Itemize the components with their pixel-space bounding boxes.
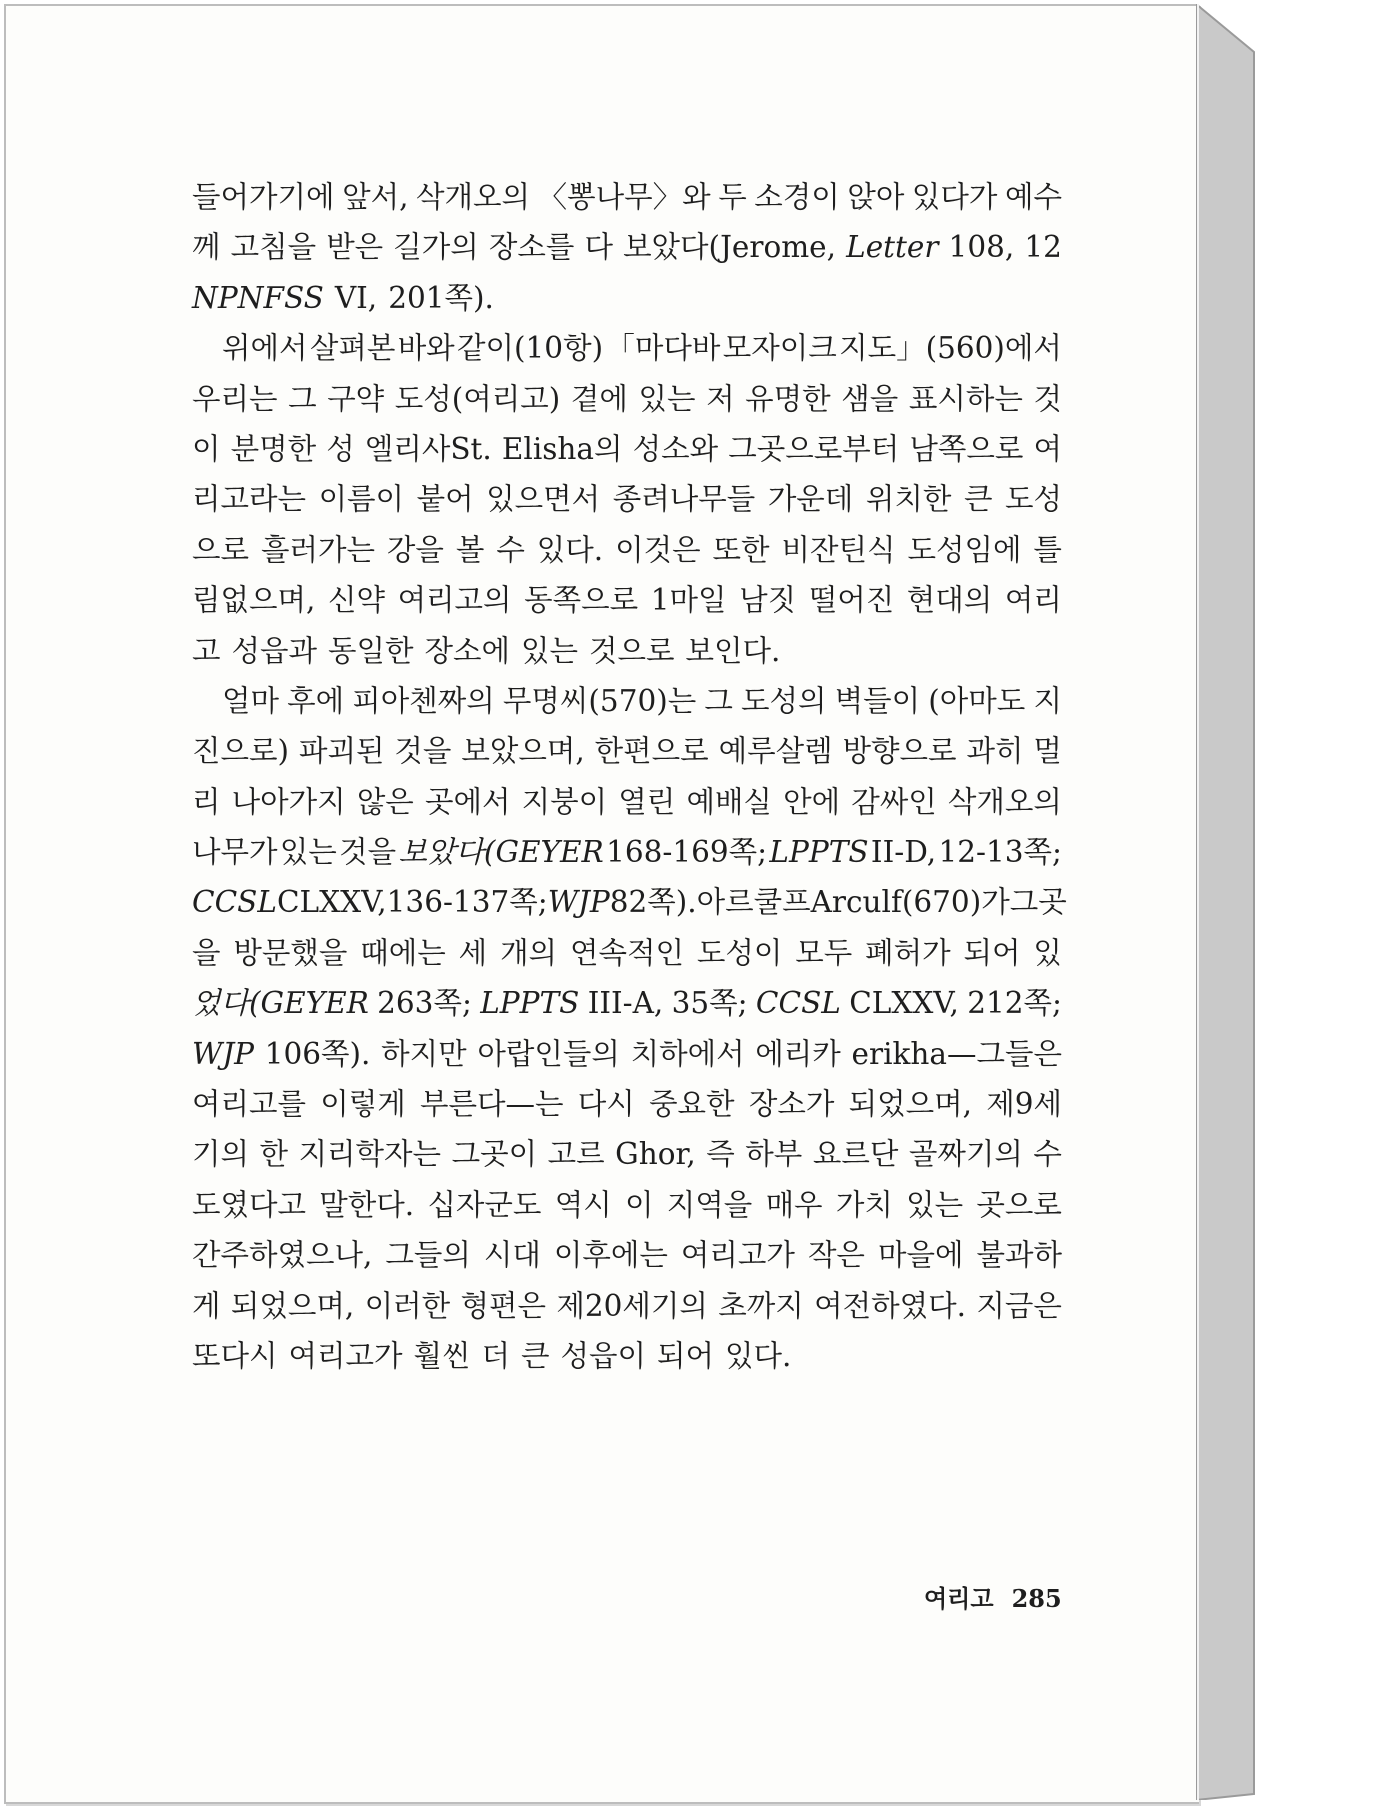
text-line (192, 928, 1062, 978)
word: 십자군도 (427, 1187, 542, 1222)
word: 것으로 (589, 633, 675, 668)
word: 「마다바 (605, 331, 721, 366)
word: 수 (496, 532, 525, 567)
word: 106쪽). (264, 1036, 371, 1071)
word: 82쪽). (609, 885, 697, 920)
word: 살펴본 (309, 331, 396, 366)
word: 136-137쪽; (386, 885, 548, 920)
word: 이렇게 (320, 1087, 406, 1122)
book-side-shape (1196, 4, 1322, 1800)
word: 께 (192, 230, 221, 265)
word: 여리고가 (288, 1338, 403, 1373)
word: 앉아 (847, 180, 905, 214)
word: 초까지 (718, 1288, 804, 1323)
word: Ghor, (615, 1137, 696, 1172)
word: 또한 (712, 532, 770, 567)
word: 역시 (554, 1187, 612, 1222)
word: 보았으며, (461, 734, 585, 769)
word: 멀 (1033, 734, 1062, 769)
word: 리고라는 (192, 482, 306, 517)
text-line (192, 777, 1062, 827)
word: 비잔틴식 (781, 532, 896, 567)
word: 감싸인 (851, 784, 937, 819)
word: 개의 (500, 935, 558, 970)
word: 성소와 (632, 431, 719, 466)
text-line (192, 1079, 1062, 1129)
word: LPPTS (480, 986, 580, 1021)
word: 받은 (326, 230, 384, 265)
word: 그곳 (1009, 885, 1067, 920)
book-side-edge (1196, 4, 1322, 1800)
word: 여리고를 (192, 1087, 306, 1122)
word: 이 (625, 1187, 654, 1222)
text-line (192, 374, 1062, 424)
text-line (192, 626, 1062, 676)
word: 되어 (963, 935, 1021, 970)
word: 시대 (483, 1238, 541, 1273)
word: 지붕이 (521, 784, 608, 819)
word: CCSL (192, 885, 277, 920)
word: 샘을 (841, 381, 899, 416)
word: 이 (192, 431, 221, 466)
word: 곁에 (570, 381, 628, 416)
word: 것을 (339, 835, 397, 870)
word: LPPTS (769, 835, 869, 870)
word: 가운데 (767, 482, 854, 517)
word: 다시 (577, 1087, 635, 1122)
word: 하부 (745, 1137, 803, 1172)
body-text (192, 172, 1067, 1381)
word: 더 (481, 1338, 510, 1373)
word: 그곳이 (451, 1137, 538, 1172)
word: 또다시 (192, 1338, 278, 1373)
word: 후에 (287, 683, 345, 718)
word: 동일한 (328, 633, 414, 668)
book-page (4, 4, 1199, 1804)
word: 제20세기의 (556, 1288, 708, 1323)
word: 그들의 (385, 1238, 471, 1273)
word: 있다. (536, 532, 604, 567)
word: 지도」(560)에서 (839, 331, 1062, 366)
word: 아르쿨프 (696, 885, 811, 920)
word: 가치 (835, 1187, 893, 1222)
word: 바와 (397, 331, 455, 366)
word: 장소를 (488, 230, 575, 265)
word: 있는 (906, 1187, 964, 1222)
word: 수 (1033, 1137, 1062, 1172)
word: 작은 (807, 1238, 865, 1273)
word: 과히 (966, 734, 1024, 769)
word: 성읍이 (560, 1338, 646, 1373)
word: 열린 (618, 784, 676, 819)
word: (아마도 (928, 683, 1026, 718)
word: 앞서, (342, 180, 409, 214)
word: 현대의 (906, 583, 993, 618)
word: 삭개오의 (947, 784, 1062, 819)
text-line (192, 323, 1062, 373)
word: 기의 (192, 1137, 249, 1172)
word: 고침을 (230, 230, 317, 265)
word: 들어가기에 (192, 180, 335, 214)
word: 12-13쪽; (938, 835, 1062, 870)
word: 예루살렘 (718, 734, 833, 769)
word: 있는 (279, 835, 337, 870)
word: 골짜기의 (908, 1137, 1023, 1172)
word: 성읍과 (231, 633, 317, 668)
word: 그 (288, 381, 317, 416)
text-line (192, 172, 1062, 222)
word: 제9세 (986, 1087, 1062, 1122)
text-line (192, 273, 1062, 323)
running-head: 여리고 (924, 1584, 994, 1613)
word: 있다. (725, 1338, 792, 1373)
word: 형편은 (460, 1288, 546, 1323)
text-line (192, 1129, 1062, 1179)
word: 큰 (521, 1338, 550, 1373)
page-number: 285 (1011, 1584, 1062, 1613)
word: 유명한 (745, 381, 831, 416)
word: 게 (192, 1288, 221, 1323)
word: Elisha의 (501, 431, 623, 466)
word: 고 (192, 633, 221, 668)
word: 있는 (638, 381, 696, 416)
word: 폐허가 (865, 935, 951, 970)
word: 아랍인들의 (477, 1036, 620, 1071)
word: 보인다. (685, 633, 781, 668)
word: 삭개오의 (416, 180, 531, 214)
word: 보았다(GEYER (398, 835, 604, 870)
word: 이것은 (615, 532, 701, 567)
word: 방향으로 (842, 734, 957, 769)
word: 즉 (706, 1137, 735, 1172)
word: 않은 (356, 784, 414, 819)
word: 한편으로 (594, 734, 709, 769)
word: 여 (1033, 431, 1062, 466)
word: 도성(여리고) (394, 381, 561, 416)
word: 108, (948, 230, 1015, 265)
word: CLXXV, (849, 986, 959, 1021)
word: VI, (334, 280, 378, 315)
word: 고르 (547, 1137, 605, 1172)
word: 〈뽕나무〉와 (537, 180, 711, 214)
word: II-D, (870, 835, 937, 870)
word: 그곳으로부터 (728, 431, 900, 466)
word: 강을 (386, 532, 444, 567)
word: 진으로) (192, 734, 290, 769)
text-line (192, 1029, 1062, 1079)
word: 연속적인 (569, 935, 684, 970)
word: 동쪽으로 (524, 583, 639, 618)
word: 같이(10항) (457, 331, 604, 366)
word: WJP (192, 1036, 254, 1071)
word: 엘리사St. (364, 431, 492, 466)
word: 때에는 (360, 935, 446, 970)
word: Letter (846, 230, 939, 265)
word: 길가의 (393, 230, 479, 265)
word: 도였다고 (192, 1187, 306, 1222)
text-line (192, 1230, 1062, 1280)
word: 1마일 (650, 583, 727, 618)
word: 한 (259, 1137, 289, 1172)
word: Arculf(670)가 (810, 885, 1010, 920)
word: 263쪽; (377, 986, 472, 1021)
word: CCSL (755, 986, 841, 1021)
text-line (192, 676, 1062, 726)
text-line (192, 978, 1062, 1028)
text-line (192, 575, 1062, 625)
word: 붙어 (416, 482, 474, 517)
word: 으로 (192, 532, 249, 567)
word: 12 (1024, 230, 1062, 265)
word: 마을에 (877, 1238, 964, 1273)
word: 이름이 (318, 482, 405, 517)
word: 위치한 (865, 482, 952, 517)
word: 도성 (1005, 482, 1062, 517)
word: 남쪽으로 (909, 431, 1024, 466)
text-line (192, 726, 1062, 776)
text-line (192, 827, 1062, 877)
word: 간주하였으나, (192, 1238, 373, 1273)
word: 종려나무들 (612, 482, 756, 517)
page-footer (924, 1579, 1062, 1614)
word: 피아첸짜의 (352, 683, 495, 718)
word: 지 (1033, 683, 1062, 718)
word: 신약 (327, 583, 385, 618)
word: 여리고의 (397, 583, 512, 618)
word: 보았다(Jerome, (623, 230, 837, 265)
word: 그 (704, 683, 733, 718)
word: 훨씬 (413, 1338, 471, 1373)
word: 위에서 (222, 331, 308, 366)
word: erikha—그들은 (851, 1036, 1062, 1071)
word: 있다가 (911, 180, 998, 214)
text-line (192, 1281, 1062, 1331)
word: 세 (458, 935, 488, 970)
word: 두 (718, 180, 747, 214)
word: 우리는 (192, 381, 278, 416)
word: 리 (192, 784, 221, 819)
word: 남짓 (739, 583, 797, 618)
word: 되었으며, (230, 1288, 355, 1323)
word: 여리고가 (680, 1238, 795, 1273)
word: 구약 (327, 381, 385, 416)
text-line (192, 877, 1067, 927)
word: 여전하였다. (814, 1288, 967, 1323)
word: 도성이 (696, 935, 783, 970)
word: 었다(GEYER (192, 986, 369, 1021)
word: 도성임에 (907, 532, 1022, 567)
word: 곳으로 (976, 1187, 1062, 1222)
word: 말한다. (319, 1187, 415, 1222)
word: 얼마 (222, 683, 279, 718)
word: 이러한 (364, 1288, 451, 1323)
word: 장소가 (748, 1087, 835, 1122)
word: 모두 (795, 935, 853, 970)
word: 요르단 (812, 1137, 899, 1172)
word: 201쪽). (388, 280, 494, 315)
word: CLXXV, (276, 885, 387, 920)
word: 지금은 (976, 1288, 1062, 1323)
text-line (192, 222, 1062, 272)
word: 212쪽; (967, 986, 1062, 1021)
word: 35쪽; (671, 986, 748, 1021)
word: 나무가 (192, 835, 278, 870)
word: 것 (1033, 381, 1062, 416)
word: WJP (547, 885, 610, 920)
word: 있으면서 (486, 482, 601, 517)
word: 중요한 (649, 1087, 735, 1122)
word: 장소에 (424, 633, 510, 668)
word: 있는 (521, 633, 578, 668)
word: 무명씨(570)는 (502, 683, 697, 718)
word: 다 (584, 230, 613, 265)
word: 방문했을 (233, 935, 348, 970)
word: 여리 (1004, 583, 1062, 618)
word: 파괴된 (298, 734, 385, 769)
word: 이후에는 (553, 1238, 668, 1273)
word: 큰 (963, 482, 993, 517)
word: 안에 (783, 784, 841, 819)
word: 에리카 (755, 1036, 841, 1071)
word: 성 (326, 431, 355, 466)
word: 벽들이 (834, 683, 921, 718)
word: 지역을 (666, 1187, 753, 1222)
word: 치하에서 (630, 1036, 745, 1071)
text-line (192, 1180, 1062, 1230)
word: NPNFSS (192, 280, 324, 315)
word: 을 (192, 935, 221, 970)
text-line (192, 525, 1062, 575)
word: 예배실 (686, 784, 772, 819)
word: 틀 (1033, 532, 1062, 567)
text-line (192, 1331, 1062, 1381)
word: 불과하 (976, 1238, 1062, 1273)
word: 떨어진 (808, 583, 895, 618)
word: 부른다—는 (420, 1087, 564, 1122)
word: 있 (1033, 935, 1062, 970)
word: 매우 (765, 1187, 823, 1222)
word: 되었으며, (848, 1087, 972, 1122)
word: 림없으며, (192, 583, 316, 618)
word: 것을 (394, 734, 452, 769)
word: 예수 (1005, 180, 1062, 214)
word: III-A, (587, 986, 664, 1021)
word: 168-169쪽; (606, 835, 768, 870)
word: 표시하는 (908, 381, 1023, 416)
word: 곳에서 (424, 784, 511, 819)
word: 저 (706, 381, 735, 416)
word: 볼 (455, 532, 485, 567)
word: 하지만 (381, 1036, 467, 1071)
word: 흘러가는 (260, 532, 375, 567)
word: 되어 (657, 1338, 714, 1373)
word: 지리학자는 (298, 1137, 442, 1172)
word: 분명한 (230, 431, 317, 466)
text-line (192, 424, 1062, 474)
word: 나아가지 (231, 784, 346, 819)
text-line (192, 474, 1062, 524)
word: 도성의 (741, 683, 827, 718)
word: 모자이크 (722, 331, 837, 366)
word: 소경이 (754, 180, 840, 214)
